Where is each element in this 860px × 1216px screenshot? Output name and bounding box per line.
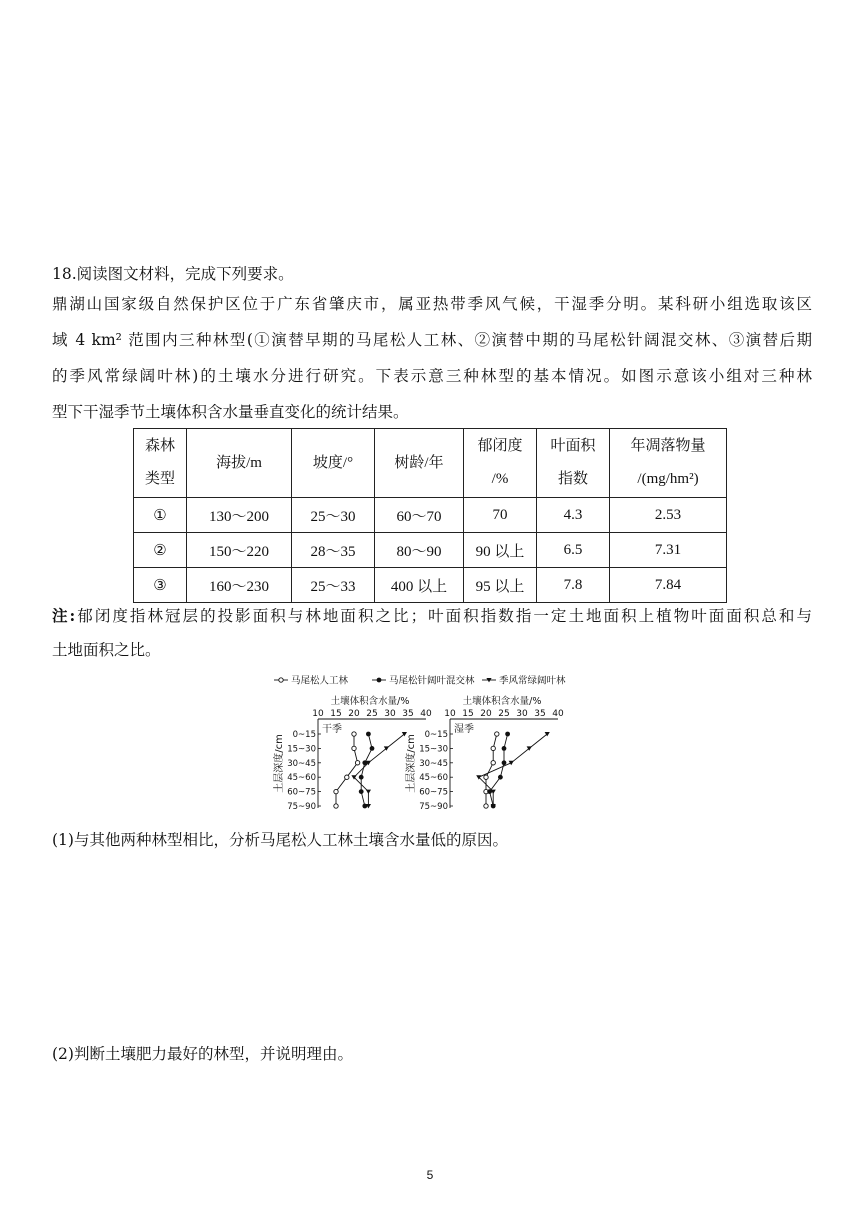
table-cell: 2.53	[610, 498, 727, 533]
x-tick-label: 10	[444, 709, 456, 719]
x-tick-label: 30	[516, 709, 528, 719]
data-point	[495, 732, 499, 736]
table-cell: ②	[134, 533, 187, 568]
table-cell: ①	[134, 498, 187, 533]
page-number: 5	[426, 1168, 434, 1182]
x-axis-title: 土壤体积含水量/%	[462, 696, 542, 707]
table-cell: 150～220	[187, 533, 292, 568]
data-point	[484, 775, 488, 779]
header-tree-age: 树龄/年	[375, 429, 464, 498]
data-point	[366, 790, 371, 794]
sub-question-1: (1)与其他两种林型相比，分析马尾松人工林土壤含水量低的原因。	[52, 831, 508, 849]
panel-title: 干季	[322, 724, 342, 735]
legend-item	[372, 675, 475, 687]
data-point	[359, 775, 364, 780]
x-tick-label: 40	[552, 709, 564, 719]
data-point	[484, 804, 488, 808]
x-tick-label: 25	[498, 709, 510, 719]
table-cell: 80～90	[375, 533, 464, 568]
note-line-1: 注:郁闭度指林冠层的投影面积与林地面积之比；叶面积指数指一定土地面积上植物叶面面积总和与	[52, 606, 812, 625]
data-point	[502, 760, 507, 765]
table-cell: 25～33	[292, 568, 375, 603]
table-cell: 60～70	[375, 498, 464, 533]
table-cell: 6.5	[537, 533, 610, 568]
x-tick-label: 30	[384, 709, 396, 719]
y-tick-label: 45~60	[419, 773, 448, 784]
data-point	[279, 678, 283, 682]
x-tick-label: 20	[480, 709, 492, 719]
header-slope: 坡度/°	[292, 429, 375, 498]
data-point	[509, 761, 514, 765]
sub-question-2: (2)判断土壤肥力最好的林型，并说明理由。	[52, 1045, 353, 1063]
y-tick-label: 75~90	[419, 802, 448, 812]
table-cell: 130～200	[187, 498, 292, 533]
data-point	[355, 761, 359, 765]
y-tick-label: 30~45	[419, 758, 448, 769]
x-tick-label: 20	[348, 709, 360, 719]
soil-moisture-chart	[268, 668, 588, 812]
table-cell: 90 以上	[464, 533, 537, 568]
panel-title: 湿季	[454, 724, 474, 735]
table-cell: 25～30	[292, 498, 375, 533]
data-point	[502, 746, 507, 751]
header-leaf-area-index: 叶面积 指数	[537, 429, 610, 498]
table-header-row	[134, 429, 727, 498]
table-cell: ③	[134, 568, 187, 603]
x-tick-label: 35	[534, 709, 546, 719]
header-altitude: 海拔/m	[187, 429, 292, 498]
series-line	[361, 734, 372, 806]
table-row	[134, 498, 727, 533]
legend-item	[274, 675, 349, 687]
series-line	[490, 734, 508, 806]
series-line	[479, 734, 547, 806]
data-point	[352, 732, 356, 736]
y-tick-label: 60~75	[419, 787, 448, 798]
header-forest-type: 森林 类型	[134, 429, 187, 498]
y-tick-label: 15~30	[419, 744, 448, 755]
chart-legend	[274, 675, 566, 687]
table-row	[134, 533, 727, 568]
y-tick-label: 15~30	[287, 744, 316, 755]
table-cell: 7.31	[610, 533, 727, 568]
legend-label: 季风常绿阔叶林	[499, 675, 566, 687]
data-point	[352, 746, 356, 750]
y-tick-label: 0~15	[424, 730, 448, 740]
x-axis-title: 土壤体积含水量/%	[330, 696, 410, 707]
x-tick-label: 10	[312, 709, 324, 719]
data-point	[491, 761, 495, 765]
y-axis-title: 土层深度/cm	[406, 734, 417, 793]
table-cell: 28～35	[292, 533, 375, 568]
table-cell: 7.8	[537, 568, 610, 603]
data-point	[505, 732, 510, 737]
paragraph-line-3: 的季风常绿阔叶林)的土壤水分进行研究。下表示意三种林型的基本情况。如图示意该小组对三种林	[52, 367, 812, 385]
forest-info-table	[133, 428, 727, 603]
series-line	[336, 734, 358, 806]
legend-label: 马尾松人工林	[291, 675, 349, 687]
x-tick-label: 25	[366, 709, 378, 719]
x-tick-label: 15	[462, 709, 474, 719]
legend-item	[482, 675, 566, 687]
series-line	[354, 734, 404, 806]
y-tick-label: 0~15	[292, 730, 316, 740]
table-cell: 160～230	[187, 568, 292, 603]
data-point	[334, 804, 338, 808]
y-tick-label: 45~60	[287, 773, 316, 784]
data-point	[345, 775, 349, 779]
header-canopy-density: 郁闭度 /%	[464, 429, 537, 498]
table-cell: 400 以上	[375, 568, 464, 603]
data-point	[334, 789, 338, 793]
data-point	[366, 732, 371, 737]
legend-label: 马尾松针阔叶混交林	[389, 675, 475, 687]
table-cell: 95 以上	[464, 568, 537, 603]
paragraph-line-1: 鼎湖山国家级自然保护区位于广东省肇庆市，属亚热带季风气候，干湿季分明。某科研小组选取该区	[52, 295, 812, 313]
y-tick-label: 60~75	[287, 787, 316, 798]
x-tick-label: 35	[402, 709, 414, 719]
data-point	[359, 789, 364, 794]
table-cell: 70	[464, 498, 537, 533]
paragraph-line-4: 型下干湿季节土壤体积含水量垂直变化的统计结果。	[52, 403, 409, 421]
data-point	[491, 746, 495, 750]
y-tick-label: 75~90	[287, 802, 316, 812]
y-axis-title: 土层深度/cm	[274, 734, 285, 793]
question-title: 18.阅读图文材料，完成下列要求。	[52, 265, 294, 283]
paragraph-line-2: 域 4 km² 范围内三种林型(①演替早期的马尾松人工林、②演替中期的马尾松针阔混交林、③演替后期	[52, 331, 812, 349]
note-line-2: 土地面积之比。	[52, 641, 161, 659]
x-tick-label: 15	[330, 709, 342, 719]
data-point	[498, 775, 503, 780]
header-litter-amount: 年凋落物量 /(mg/hm²)	[610, 429, 727, 498]
table-row	[134, 568, 727, 603]
data-point	[370, 746, 375, 751]
x-tick-label: 40	[420, 709, 432, 719]
note-label: 注:	[52, 606, 76, 625]
data-point	[377, 678, 382, 683]
table-cell: 4.3	[537, 498, 610, 533]
y-tick-label: 30~45	[287, 758, 316, 769]
table-cell: 7.84	[610, 568, 727, 603]
